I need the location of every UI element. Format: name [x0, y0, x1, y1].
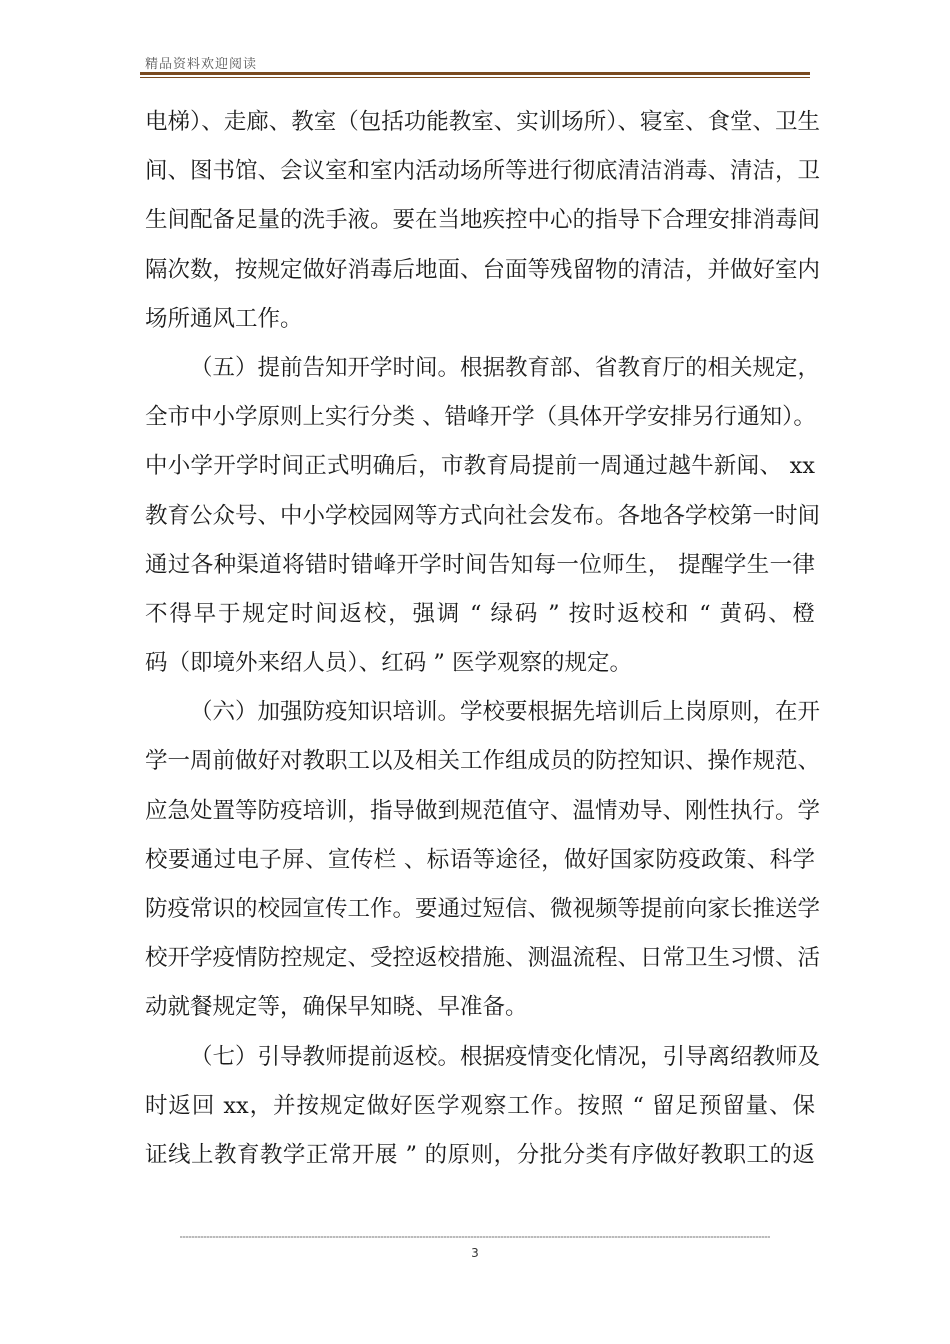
text-line: 教育公众号、中小学校园网等方式向社会发布。各地各学校第一时间	[145, 502, 821, 529]
text-line: 动就餐规定等，确保早知晓、早准备。	[145, 994, 528, 1021]
page-header-text: 精品资料欢迎阅读	[145, 57, 258, 72]
footer-rule	[180, 1236, 770, 1238]
text-line: 间、图书馆、会议室和室内活动场所等进行彻底清洁消毒、清洁，卫	[145, 158, 821, 185]
text-line: 生间配备足量的洗手液。要在当地疾控中心的指导下合理安排消毒间	[145, 207, 821, 234]
text-line: （六）加强防疫知识培训。学校要根据先培训后上岗原则，在开	[190, 699, 821, 726]
text-line: 应急处置等防疫培训，指导做到规范值守、温情劝导、刚性执行。学	[145, 797, 821, 824]
text-line: 学一周前做好对教职工以及相关工作组成员的防控知识、操作规范、	[145, 748, 821, 775]
text-line: 通过各种渠道将错时错峰开学时间告知每一位师生， 提醒学生一律	[145, 551, 815, 578]
text-line: 证线上教育教学正常开展 ” 的原则，分批分类有序做好教职工的返	[145, 1141, 815, 1168]
header-rule-thin	[140, 77, 810, 78]
text-line: 校要通过电子屏、宣传栏 、标语等途径，做好国家防疫政策、科学	[145, 846, 815, 873]
text-line: （七）引导教师提前返校。根据疫情变化情况，引导离绍教师及	[190, 1043, 821, 1070]
text-line: 场所通风工作。	[145, 305, 303, 332]
text-line: 校开学疫情防控规定、受控返校措施、测温流程、日常卫生习惯、活	[145, 945, 821, 972]
text-line: 电梯）、走廊、教室（包括功能教室、实训场所）、寝室、食堂、卫生	[145, 109, 821, 135]
text-line: 不得早于规定时间返校，强调 “ 绿码 ” 按时返校和 “ 黄码、橙	[145, 600, 815, 627]
document-body	[145, 98, 821, 1180]
text-line: 防疫常识的校园宣传工作。要通过短信、微视频等提前向家长推送学	[145, 896, 821, 922]
text-line: 时返回 xx，并按规定做好医学观察工作。按照 “ 留足预留量、保	[145, 1092, 815, 1119]
text-line: 隔次数，按规定做好消毒后地面、台面等残留物的清洁，并做好室内	[145, 256, 821, 283]
header-rule	[140, 72, 810, 75]
text-line: 码（即境外来绍人员）、红码 ” 医学观察的规定。	[145, 650, 633, 677]
text-line: 中小学开学时间正式明确后，市教育局提前一周通过越牛新闻、 xx	[145, 453, 815, 480]
text-line: （五）提前告知开学时间。根据教育部、省教育厅的相关规定，	[190, 354, 821, 381]
text-line: 全市中小学原则上实行分类 、错峰开学（具体开学安排另行通知）。	[145, 404, 816, 431]
page-number: 3	[471, 1246, 479, 1260]
